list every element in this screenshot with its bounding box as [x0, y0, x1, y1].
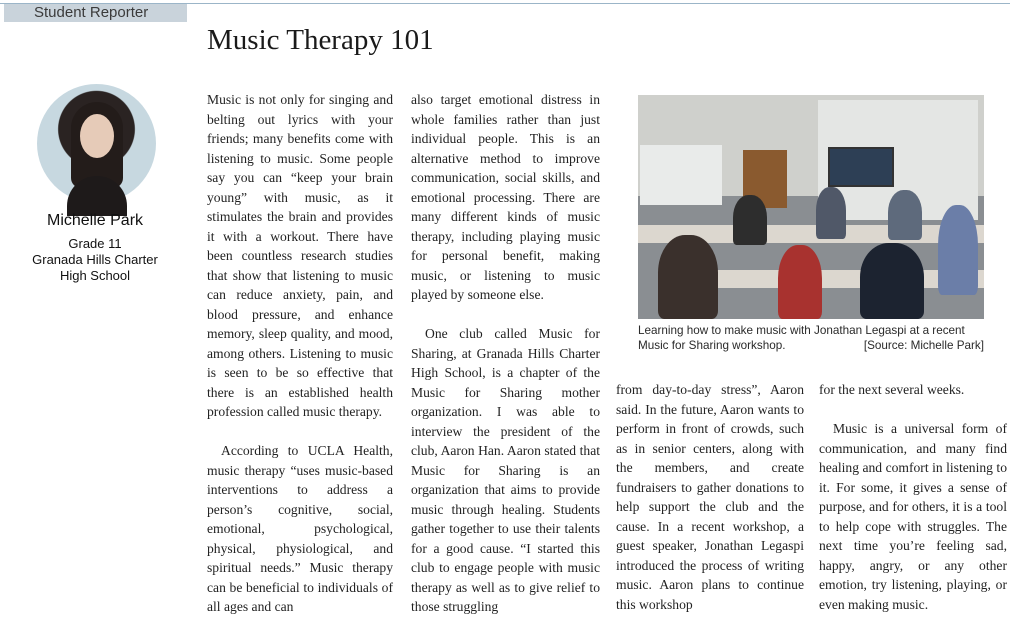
paragraph: Music is a universal form of communication, and many find healing and comfort in listening to it. For some, it gives a sense of purpose, and for others, it is a tool to help cope with struggles. The next time you’re feeling sad, happy, angry, or any other emotion, try listening, playing, or even making music. [819, 421, 1007, 612]
caption-text: Learning how to make music with Jonathan Legaspi at a recent Music for Sharing workshop. [638, 324, 965, 352]
paragraph: Music is not only for singing and belting out lyrics with your friends; many benefits come with listening to music. Some people say you can “keep your brain young” with music, as it stimulates the brain and provides it with a workout. There have been countless research studies that show that listening to music can reduce anxiety, pain, and blood pressure, and enhance memory, sleep quality, and mood, among others. Listening to music is seen to be so effective that there is an established health profession called music therapy. [207, 92, 393, 419]
paragraph: also target emotional distress in whole families rather than just individual people. This is an alternative method to improve communication, social skills, and emotional processing. There are many different kinds of music therapy, including playing music for personal benefit, making music, or listening to music played by someone else. [411, 92, 600, 302]
article-column-4 [819, 380, 1007, 612]
author-name: Michelle Park [46, 212, 144, 229]
article-column-3 [616, 380, 804, 612]
author-details [10, 236, 180, 284]
author-school-line1: Granada Hills Charter [32, 252, 158, 267]
paragraph: for the next several weeks. [819, 382, 965, 397]
article-title: Music Therapy 101 [207, 24, 434, 56]
photo-credit: [Source: Michelle Park] [863, 339, 984, 352]
photo-caption [638, 323, 984, 353]
author-grade: Grade 11 [68, 236, 122, 251]
author-photo [37, 84, 156, 203]
section-label: Student Reporter [4, 4, 187, 22]
paragraph: One club called Music for Sharing, at Granada Hills Charter High School, is a chapter of the Music for Sharing mother organization. I was able to interview the president of the club, Aaron Han. Aaron stated that Music for Sharing is an organization that aims to provide music through healing. Students gather together to use their talents for a good cause. “I started this club to engage people with music therapy as well as to give relief to those struggling [411, 326, 600, 614]
paragraph: from day-to-day stress”, Aaron said. In the future, Aaron wants to perform in front of crowds, such as in senior centers, along with the members, and create fundraisers to gather donations to help support the club and the cause. In a recent workshop, a guest speaker, Jonathan Legaspi introduced the process of writing music. Aaron plans to continue this workshop [616, 382, 804, 612]
author-school-line2: High School [59, 268, 131, 283]
article-column-2 [411, 90, 600, 614]
paragraph: According to UCLA Health, music therapy “uses music-based interventions to address a person’s cognitive, social, emotional, psychological, physical, physiological, and spiritual needs.” Music therapy can be beneficial to individuals of all ages and can [207, 443, 393, 614]
workshop-photo [638, 95, 984, 319]
article-column-1 [207, 90, 393, 614]
